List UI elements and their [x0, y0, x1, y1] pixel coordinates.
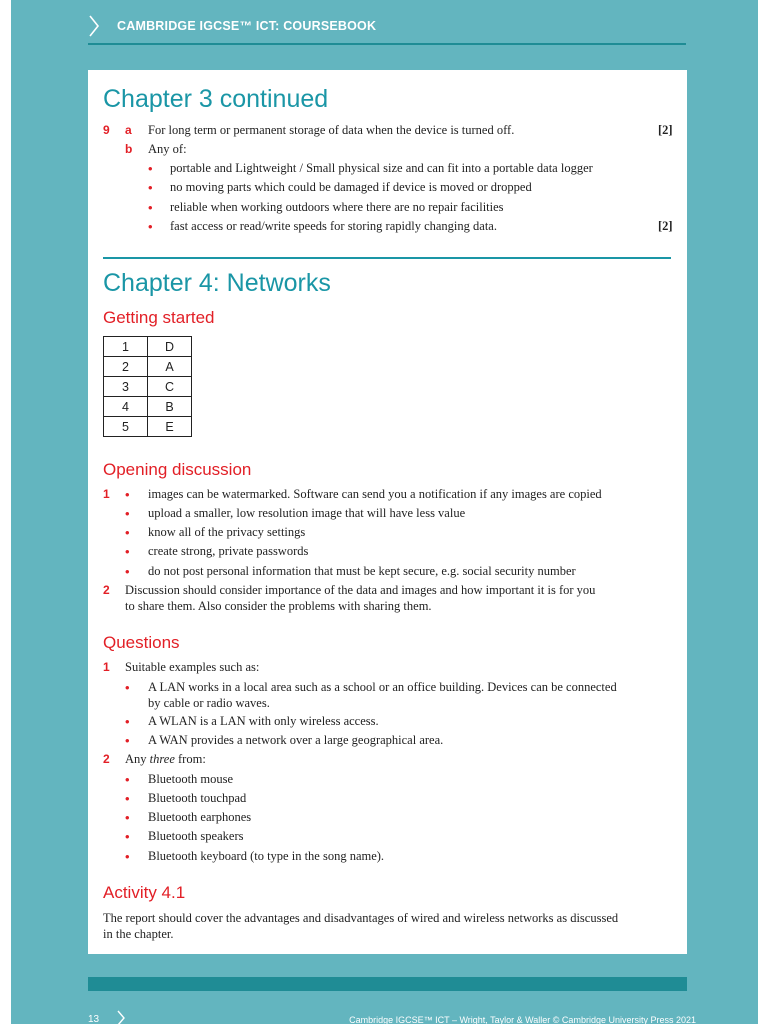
- running-header: CAMBRIDGE IGCSE™ ICT: COURSEBOOK: [117, 19, 377, 33]
- part-label-b: b: [125, 142, 133, 156]
- list-item: upload a smaller, low resolution image that will have less value: [148, 506, 466, 520]
- bullet-icon: •: [125, 487, 130, 502]
- question-number: 2: [103, 752, 110, 766]
- table-row: [104, 357, 192, 377]
- list-item: fast access or read/write speeds for storing rapidly changing data.: [170, 219, 497, 233]
- opening-discussion-heading: Opening discussion: [103, 460, 252, 479]
- bullet-icon: •: [125, 525, 130, 540]
- table-cell: C: [148, 377, 192, 397]
- part-label-a: a: [125, 123, 132, 137]
- list-item: A LAN works in a local area such as a school or an office building. Devices can be connected: [148, 680, 617, 694]
- header-rule: [88, 43, 686, 45]
- bullet-icon: •: [125, 564, 130, 579]
- bullet-icon: •: [125, 680, 130, 695]
- question-number: 2: [103, 583, 110, 597]
- bullet-icon: •: [148, 200, 153, 215]
- paragraph-line: Discussion should consider importance of the data and images and how important it is for you: [125, 583, 596, 597]
- list-item: Bluetooth touchpad: [148, 791, 247, 805]
- bullet-icon: •: [125, 714, 130, 729]
- bullet-icon: •: [125, 772, 130, 787]
- list-item: Bluetooth mouse: [148, 772, 234, 786]
- list-item: Bluetooth keyboard (to type in the song name).: [148, 849, 385, 863]
- content-panel: [88, 70, 687, 954]
- list-item: do not post personal information that must be kept secure, e.g. social security number: [148, 564, 576, 578]
- bullet-icon: •: [148, 180, 153, 195]
- getting-started-heading: Getting started: [103, 308, 215, 327]
- bullet-icon: •: [125, 829, 130, 844]
- emphasis-text: three: [149, 752, 175, 766]
- footer-bar: [88, 977, 687, 991]
- part-a-text: For long term or permanent storage of data when the device is turned off.: [148, 123, 515, 137]
- question-intro: Suitable examples such as:: [125, 660, 260, 674]
- table-cell: E: [148, 417, 192, 437]
- section-divider: [103, 257, 671, 259]
- list-item: Bluetooth earphones: [148, 810, 252, 824]
- list-item: know all of the privacy settings: [148, 525, 306, 539]
- list-item: no moving parts which could be damaged if device is moved or dropped: [170, 180, 532, 194]
- list-item: images can be watermarked. Software can send you a notification if any images are copied: [148, 487, 602, 501]
- intro-text: from:: [174, 752, 206, 766]
- table-cell: 1: [104, 337, 148, 357]
- question-number: 1: [103, 487, 110, 501]
- mark-b: [2]: [658, 219, 673, 233]
- bullet-icon: •: [148, 219, 153, 234]
- question-number: 1: [103, 660, 110, 674]
- paragraph-line: The report should cover the advantages and disadvantages of wired and wireless networks as discussed: [103, 911, 619, 925]
- question-number: 9: [103, 123, 110, 137]
- list-item: A WLAN is a LAN with only wireless access.: [148, 714, 379, 728]
- table-row: [104, 397, 192, 417]
- list-item: A WAN provides a network over a large geographical area.: [148, 733, 444, 747]
- bullet-icon: •: [125, 791, 130, 806]
- chapter-4-title: Chapter 4: Networks: [103, 269, 331, 297]
- paragraph-line: in the chapter.: [103, 927, 174, 941]
- answer-table: [103, 336, 192, 437]
- chapter-3-title: Chapter 3 continued: [103, 85, 329, 113]
- bullet-icon: •: [125, 506, 130, 521]
- table-row: [104, 417, 192, 437]
- table-cell: A: [148, 357, 192, 377]
- table-row: [104, 337, 192, 357]
- bullet-icon: •: [125, 733, 130, 748]
- bullet-icon: •: [125, 849, 130, 864]
- table-row: [104, 377, 192, 397]
- mark-a: [2]: [658, 123, 673, 137]
- list-item: Bluetooth speakers: [148, 829, 244, 843]
- list-item: portable and Lightweight / Small physical size and can fit into a portable data logger: [170, 161, 593, 175]
- bullet-icon: •: [148, 161, 153, 176]
- table-cell: 5: [104, 417, 148, 437]
- chevron-right-icon: [88, 14, 100, 38]
- bullet-icon: •: [125, 544, 130, 559]
- table-cell: B: [148, 397, 192, 417]
- list-item: reliable when working outdoors where there are no repair facilities: [170, 200, 504, 214]
- table-cell: 4: [104, 397, 148, 417]
- list-item-continuation: by cable or radio waves.: [148, 696, 270, 710]
- intro-text: Any: [125, 752, 150, 766]
- table-cell: 3: [104, 377, 148, 397]
- list-item: create strong, private passwords: [148, 544, 309, 558]
- bullet-icon: •: [125, 810, 130, 825]
- table-cell: D: [148, 337, 192, 357]
- page-number: 13: [88, 1014, 100, 1025]
- part-b-text: Any of:: [148, 142, 187, 156]
- paragraph-line: to share them. Also consider the problems with sharing them.: [125, 599, 432, 613]
- footer-copyright: Cambridge IGCSE™ ICT – Wright, Taylor & Waller © Cambridge University Press 2021: [349, 1015, 696, 1025]
- question-intro: [125, 751, 206, 767]
- activity-heading: Activity 4.1: [103, 883, 186, 902]
- questions-heading: Questions: [103, 633, 180, 652]
- table-cell: 2: [104, 357, 148, 377]
